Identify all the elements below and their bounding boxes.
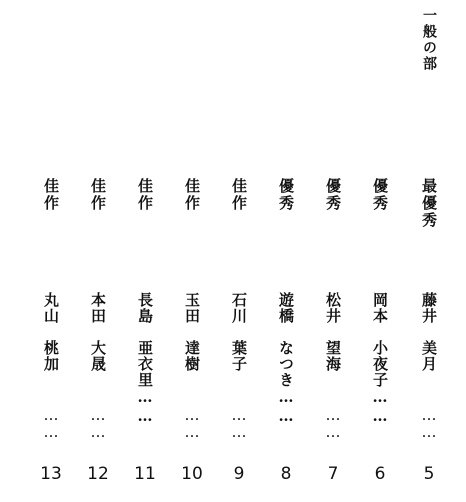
entry-5 <box>226 0 252 502</box>
winner-name: 遊橋 なつき…… <box>277 292 295 426</box>
dot-leader: …… <box>89 406 107 440</box>
winner-name: 丸山 桃加 <box>42 292 60 372</box>
entry-7 <box>132 0 158 502</box>
award-label: 佳作 <box>89 178 107 212</box>
winner-name: 石川 葉子 <box>230 292 248 372</box>
page-number: 12 <box>87 464 109 484</box>
award-label: 佳作 <box>42 178 60 212</box>
award-label: 優秀 <box>371 178 389 212</box>
dot-leader: …… <box>230 406 248 440</box>
page-number: 5 <box>423 464 435 484</box>
winner-name: 岡本 小夜子…… <box>371 292 389 426</box>
award-label: 優秀 <box>324 178 342 212</box>
dot-leader: …… <box>183 406 201 440</box>
winner-name: 藤井 美月 <box>420 292 438 372</box>
page-number: 6 <box>374 464 386 484</box>
award-label: 優秀 <box>277 178 295 212</box>
dot-leader: …… <box>324 406 342 440</box>
page-number: 8 <box>280 464 292 484</box>
page-number: 13 <box>40 464 62 484</box>
page-number: 7 <box>327 464 339 484</box>
award-label: 佳作 <box>230 178 248 212</box>
award-label: 佳作 <box>136 178 154 212</box>
entry-8 <box>85 0 111 502</box>
entry-4 <box>273 0 299 502</box>
entry-9 <box>38 0 64 502</box>
winner-name: 長島 亜衣里…… <box>136 292 154 426</box>
entry-1 <box>416 0 442 502</box>
page-number: 10 <box>181 464 203 484</box>
award-label: 最優秀 <box>420 178 438 229</box>
page-number: 11 <box>134 464 156 484</box>
winner-name: 松井 望海 <box>324 292 342 372</box>
entry-3 <box>320 0 346 502</box>
winner-name: 玉田 達樹 <box>183 292 201 372</box>
entry-2 <box>367 0 393 502</box>
winner-name: 本田 大晟 <box>89 292 107 372</box>
page-number: 9 <box>233 464 245 484</box>
section-heading: 一般の部 <box>421 8 437 72</box>
award-label: 佳作 <box>183 178 201 212</box>
entry-6 <box>179 0 205 502</box>
dot-leader: …… <box>420 406 438 440</box>
dot-leader: …… <box>42 406 60 440</box>
